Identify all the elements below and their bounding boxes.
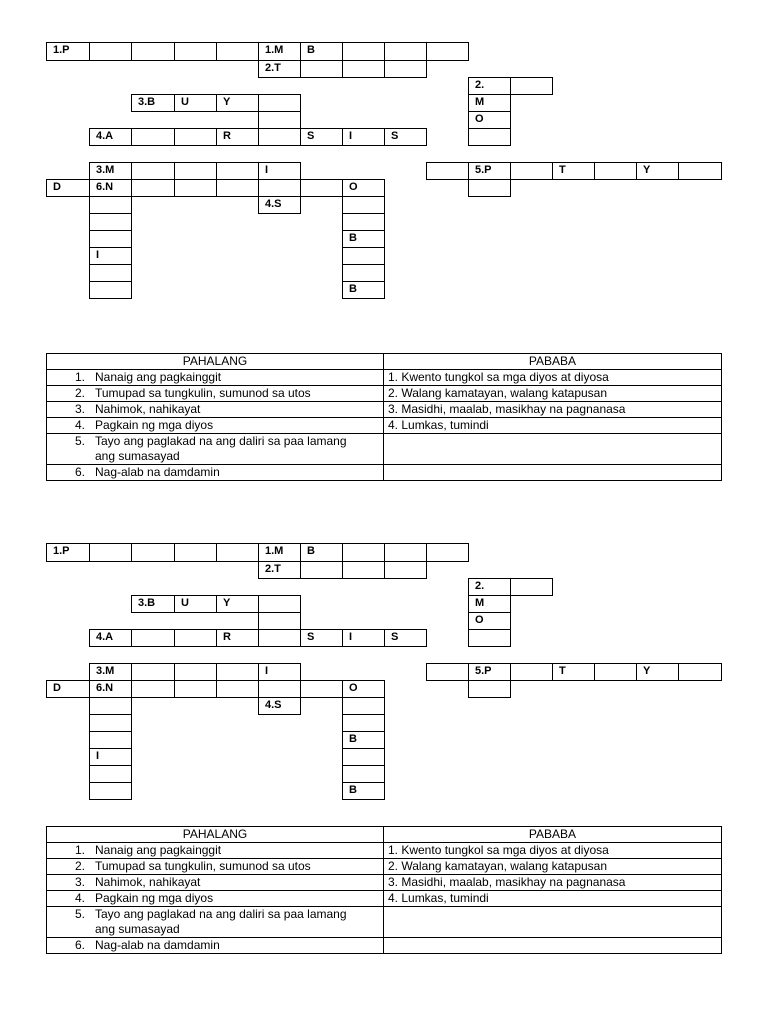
crossword-cell[interactable]: I — [342, 629, 385, 647]
crossword-cell[interactable]: S — [300, 128, 343, 146]
crossword-cell[interactable] — [384, 561, 427, 579]
crossword-cell[interactable] — [342, 765, 385, 783]
crossword-cell[interactable]: B — [300, 543, 343, 562]
crossword-cell[interactable]: 6.N — [89, 179, 132, 197]
crossword-cell[interactable]: 2. — [468, 77, 511, 95]
crossword-cell[interactable]: 4.A — [89, 128, 132, 146]
across-clue-text: Tayo ang paglakad na ang daliri sa paa lamang ang sumasayad — [95, 434, 347, 463]
crossword-cell[interactable] — [510, 162, 553, 180]
crossword-cell[interactable] — [216, 663, 259, 681]
crossword-cell[interactable] — [216, 179, 259, 197]
across-header: PAHALANG — [47, 354, 384, 370]
crossword-cell[interactable] — [426, 162, 469, 180]
crossword-cell[interactable]: I — [89, 247, 132, 265]
crossword-cell[interactable]: 3.B — [131, 595, 175, 613]
down-clue-text: 4. Lumkas, tumindi — [384, 418, 722, 434]
across-clue-number: 4. — [74, 418, 85, 432]
crossword-cell[interactable]: 6.N — [89, 680, 132, 698]
clue-row — [47, 875, 722, 891]
crossword-cell[interactable]: B — [342, 281, 385, 299]
crossword-cell[interactable] — [426, 543, 469, 562]
crossword-cell[interactable]: 2. — [468, 578, 511, 596]
crossword-cell[interactable] — [89, 213, 132, 231]
down-clue-text — [384, 907, 722, 938]
down-header: PABABA — [384, 827, 722, 843]
crossword-cell[interactable]: 2.T — [258, 60, 301, 78]
across-clue-number: 6. — [74, 465, 85, 479]
clue-row — [47, 859, 722, 875]
crossword-cell[interactable] — [678, 162, 722, 180]
across-clue-number: 2. — [74, 386, 85, 400]
crossword-cell[interactable] — [174, 680, 217, 698]
crossword-cell[interactable]: I — [258, 663, 301, 681]
crossword-cell[interactable]: 1.P — [46, 42, 90, 61]
crossword-cell[interactable] — [131, 680, 175, 698]
crossword-cell[interactable] — [174, 128, 217, 146]
clue-row — [47, 418, 722, 434]
crossword-cell[interactable] — [594, 663, 637, 681]
crossword-cell[interactable] — [342, 42, 385, 61]
across-clue-text: Pagkain ng mga diyos — [95, 418, 214, 432]
crossword-cell[interactable] — [89, 782, 132, 800]
down-clue-text — [384, 938, 722, 954]
crossword-cell[interactable]: R — [216, 629, 259, 647]
crossword-cell[interactable]: M — [468, 94, 511, 112]
crossword-cell[interactable]: 5.P — [468, 162, 511, 180]
crossword-cell[interactable] — [174, 42, 217, 61]
down-clue-text: 1. Kwento tungkol sa mga diyos at diyosa — [384, 370, 722, 386]
across-clue-text: Nag-alab na damdamin — [95, 465, 220, 479]
crossword-cell[interactable]: R — [216, 128, 259, 146]
across-clue-number: 6. — [74, 938, 85, 952]
crossword-cell[interactable] — [216, 162, 259, 180]
crossword-cell[interactable] — [342, 213, 385, 231]
crossword-cell[interactable]: I — [258, 162, 301, 180]
crossword-cell[interactable] — [89, 697, 132, 715]
across-clue-number: 3. — [74, 875, 85, 889]
crossword-cell[interactable] — [342, 697, 385, 715]
across-clue-text: Tumupad sa tungkulin, sumunod sa utos — [95, 859, 311, 873]
crossword-cell[interactable]: 2.T — [258, 561, 301, 579]
crossword-cell[interactable] — [468, 179, 511, 197]
crossword-cell[interactable]: B — [342, 782, 385, 800]
crossword-cell[interactable] — [342, 543, 385, 562]
crossword-cell[interactable] — [384, 42, 427, 61]
across-clue-number: 1. — [74, 843, 85, 857]
crossword-cell[interactable]: M — [468, 595, 511, 613]
across-clue-text: Tumupad sa tungkulin, sumunod sa utos — [95, 386, 311, 400]
crossword-cell[interactable] — [258, 680, 301, 698]
crossword-cell[interactable] — [131, 629, 175, 647]
crossword-cell[interactable] — [342, 714, 385, 732]
down-header: PABABA — [384, 354, 722, 370]
crossword-cell[interactable] — [300, 179, 343, 197]
clues-table — [46, 826, 722, 954]
crossword-cell[interactable] — [131, 663, 175, 681]
crossword-cell[interactable]: 4.S — [258, 196, 301, 214]
down-clue-text: 1. Kwento tungkol sa mga diyos at diyosa — [384, 843, 722, 859]
crossword-cell[interactable] — [89, 714, 132, 732]
across-clue-text: Nag-alab na damdamin — [95, 938, 220, 952]
across-clue-number: 1. — [74, 370, 85, 384]
crossword-cell[interactable] — [678, 663, 722, 681]
crossword-cell[interactable]: 3.M — [89, 162, 132, 180]
crossword-cell[interactable]: S — [300, 629, 343, 647]
crossword-cell[interactable]: O — [468, 111, 511, 129]
crossword-cell[interactable] — [89, 543, 132, 562]
across-clue-number: 4. — [74, 891, 85, 905]
down-clue-text: 2. Walang kamatayan, walang katapusan — [384, 859, 722, 875]
crossword-cell[interactable] — [594, 162, 637, 180]
across-clue-number: 5. — [74, 434, 85, 448]
clue-row — [47, 891, 722, 907]
crossword-cell[interactable] — [510, 663, 553, 681]
crossword-cell[interactable]: I — [89, 748, 132, 766]
crossword-cell[interactable]: Y — [636, 663, 679, 681]
crossword-cell[interactable] — [300, 680, 343, 698]
crossword-cell[interactable] — [131, 162, 175, 180]
crossword-cell[interactable] — [342, 264, 385, 282]
crossword-cell[interactable] — [216, 680, 259, 698]
crossword-cell[interactable] — [258, 179, 301, 197]
crossword-cell[interactable] — [131, 128, 175, 146]
crossword-cell[interactable] — [468, 680, 511, 698]
crossword-cell[interactable]: B — [342, 230, 385, 248]
crossword-cell[interactable] — [384, 60, 427, 78]
across-clue-text: Nahimok, nahikayat — [95, 875, 201, 889]
crossword-cell[interactable] — [216, 42, 259, 61]
down-clue-text — [384, 465, 722, 481]
crossword-cell[interactable] — [174, 629, 217, 647]
crossword-cell[interactable] — [300, 60, 343, 78]
crossword-cell[interactable] — [342, 748, 385, 766]
across-clue-text: Pagkain ng mga diyos — [95, 891, 214, 905]
crossword-cell[interactable]: 3.M — [89, 663, 132, 681]
crossword-cell[interactable]: 4.A — [89, 629, 132, 647]
crossword-cell[interactable] — [468, 629, 511, 647]
crossword-cell[interactable] — [258, 128, 301, 146]
crossword-cell[interactable] — [258, 111, 301, 129]
clue-row — [47, 402, 722, 418]
crossword-cell[interactable] — [468, 128, 511, 146]
crossword-grid — [0, 42, 768, 342]
crossword-cell[interactable]: I — [342, 128, 385, 146]
clue-row — [47, 434, 722, 465]
crossword-cell[interactable] — [258, 94, 301, 112]
clue-row — [47, 465, 722, 481]
crossword-cell[interactable] — [342, 60, 385, 78]
across-clue-text: Nanaig ang pagkainggit — [95, 370, 222, 384]
clue-row — [47, 907, 722, 938]
crossword-cell[interactable] — [342, 196, 385, 214]
down-clue-text: 3. Masidhi, maalab, masikhay na pagnanasa — [384, 875, 722, 891]
crossword-cell[interactable] — [89, 42, 132, 61]
crossword-cell[interactable] — [258, 612, 301, 630]
down-clue-text: 4. Lumkas, tumindi — [384, 891, 722, 907]
crossword-cell[interactable]: S — [384, 629, 427, 647]
crossword-cell[interactable]: 4.S — [258, 697, 301, 715]
crossword-cell[interactable]: 5.P — [468, 663, 511, 681]
crossword-cell[interactable] — [510, 77, 553, 95]
clue-row — [47, 370, 722, 386]
crossword-cell[interactable]: 3.B — [131, 94, 175, 112]
crossword-cell[interactable] — [131, 42, 175, 61]
across-clue-text: Nahimok, nahikayat — [95, 402, 201, 416]
crossword-cell[interactable] — [258, 629, 301, 647]
crossword-cell[interactable]: S — [384, 128, 427, 146]
crossword-cell[interactable]: O — [342, 680, 385, 698]
crossword-cell[interactable] — [174, 663, 217, 681]
crossword-cell[interactable]: B — [342, 731, 385, 749]
crossword-cell[interactable] — [342, 247, 385, 265]
across-clue-number: 2. — [74, 859, 85, 873]
across-clue-number: 5. — [74, 907, 85, 921]
crossword-cell[interactable] — [426, 42, 469, 61]
crossword-cell[interactable] — [258, 595, 301, 613]
down-clue-text — [384, 434, 722, 465]
clues-table — [46, 353, 722, 481]
clue-row — [47, 843, 722, 859]
crossword-cell[interactable] — [89, 230, 132, 248]
crossword-cell[interactable]: B — [300, 42, 343, 61]
crossword-cell[interactable]: 1.P — [46, 543, 90, 562]
crossword-cell[interactable]: Y — [216, 595, 259, 613]
crossword-cell[interactable] — [426, 663, 469, 681]
clue-row — [47, 386, 722, 402]
crossword-cell[interactable] — [216, 543, 259, 562]
across-header: PAHALANG — [47, 827, 384, 843]
crossword-cell[interactable] — [174, 179, 217, 197]
crossword-grid — [0, 543, 768, 843]
crossword-cell[interactable] — [89, 264, 132, 282]
crossword-cell[interactable] — [174, 162, 217, 180]
crossword-cell[interactable]: U — [174, 94, 217, 112]
crossword-cell[interactable]: D — [46, 680, 90, 698]
crossword-cell[interactable]: U — [174, 595, 217, 613]
crossword-cell[interactable]: 1.M — [258, 42, 301, 61]
crossword-cell[interactable]: O — [468, 612, 511, 630]
crossword-cell[interactable]: O — [342, 179, 385, 197]
crossword-cell[interactable]: T — [552, 663, 595, 681]
crossword-cell[interactable]: 1.M — [258, 543, 301, 562]
crossword-cell[interactable] — [89, 731, 132, 749]
crossword-cell[interactable] — [89, 196, 132, 214]
crossword-cell[interactable]: Y — [636, 162, 679, 180]
down-clue-text: 3. Masidhi, maalab, masikhay na pagnanasa — [384, 402, 722, 418]
crossword-cell[interactable] — [342, 561, 385, 579]
crossword-cell[interactable] — [89, 281, 132, 299]
across-clue-text: Nanaig ang pagkainggit — [95, 843, 222, 857]
across-clue-text: Tayo ang paglakad na ang daliri sa paa lamang ang sumasayad — [95, 907, 347, 936]
crossword-cell[interactable] — [131, 179, 175, 197]
crossword-cell[interactable]: Y — [216, 94, 259, 112]
across-clue-number: 3. — [74, 402, 85, 416]
crossword-cell[interactable]: T — [552, 162, 595, 180]
crossword-cell[interactable] — [510, 578, 553, 596]
crossword-cell[interactable] — [131, 543, 175, 562]
crossword-cell[interactable]: D — [46, 179, 90, 197]
down-clue-text: 2. Walang kamatayan, walang katapusan — [384, 386, 722, 402]
crossword-cell[interactable] — [300, 561, 343, 579]
crossword-cell[interactable] — [174, 543, 217, 562]
crossword-cell[interactable] — [89, 765, 132, 783]
crossword-cell[interactable] — [384, 543, 427, 562]
clue-row — [47, 938, 722, 954]
